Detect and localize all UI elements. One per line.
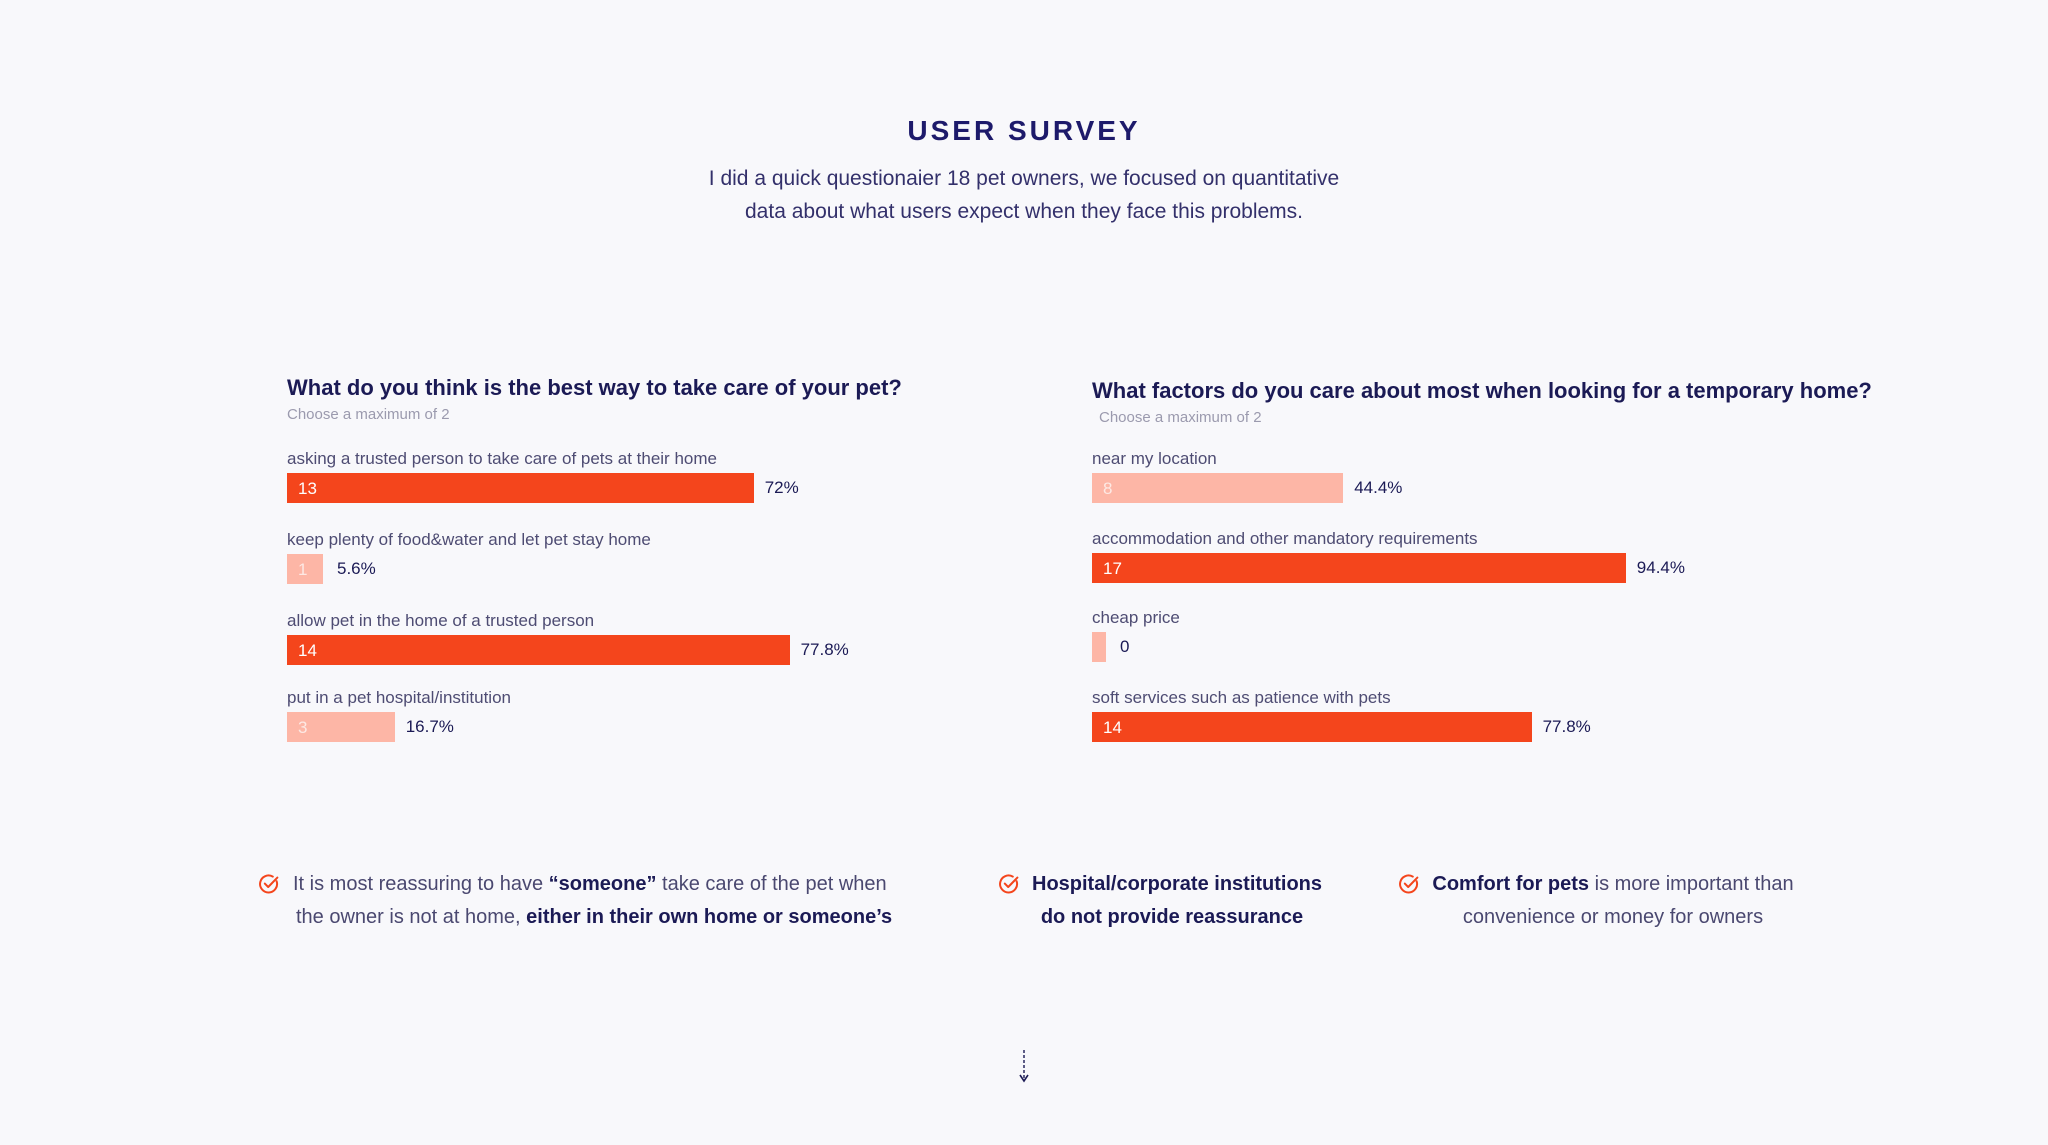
check-circle-icon — [258, 873, 280, 895]
bar-item — [287, 688, 987, 748]
intro-line-1: I did a quick questionaier 18 pet owners, we focused on quantitative — [708, 167, 1340, 190]
bar-row — [1092, 473, 1892, 503]
category-label: near my location — [1092, 449, 1217, 468]
bar: 3 — [287, 712, 395, 742]
survey-question-1 — [287, 375, 987, 737]
bar-row — [287, 712, 987, 742]
category-label: cheap price — [1092, 608, 1180, 627]
finding-emphasis: Hospital/corporate institutions — [1032, 873, 1323, 895]
bar-row — [287, 554, 987, 584]
finding-text — [1432, 868, 1794, 934]
page-title: USER SURVEY — [907, 115, 1141, 146]
survey-question-2 — [1092, 378, 1892, 737]
bar-row — [1092, 712, 1892, 742]
finding-segment: It is most reassuring to have — [293, 873, 549, 895]
percent-label: 72% — [764, 478, 799, 497]
finding-segment: the owner is not at home, — [296, 906, 527, 928]
bar-item — [287, 611, 987, 671]
percent-label: 0 — [1120, 637, 1130, 656]
bar — [1092, 632, 1106, 662]
finding-segment: take care of the pet when — [656, 873, 887, 895]
percent-label: 77.8% — [800, 640, 849, 659]
bar-item — [1092, 449, 1892, 509]
question-1-subtitle: Choose a maximum of 2 — [287, 406, 450, 423]
percent-label: 77.8% — [1542, 717, 1591, 736]
bar: 17 — [1092, 553, 1626, 583]
bar: 8 — [1092, 473, 1343, 503]
percent-label: 44.4% — [1354, 478, 1403, 497]
finding-line — [1032, 868, 1323, 901]
finding-emphasis: do not provide reassurance — [1040, 906, 1304, 928]
intro-line-2: data about what users expect when they face this problems. — [745, 200, 1303, 223]
question-1-title: What do you think is the best way to take care of your pet? — [287, 375, 902, 400]
question-2-subtitle: Choose a maximum of 2 — [1099, 409, 1262, 426]
category-label: accommodation and other mandatory requirements — [1092, 529, 1478, 548]
key-findings — [0, 868, 2048, 938]
bar-item — [287, 530, 987, 590]
bar: 14 — [1092, 712, 1532, 742]
percent-label: 94.4% — [1636, 558, 1685, 577]
bar: 1 — [287, 554, 323, 584]
category-label: soft services such as patience with pets — [1092, 688, 1391, 707]
percent-label: 16.7% — [405, 717, 454, 736]
category-label: put in a pet hospital/institution — [287, 688, 511, 707]
bar-row — [287, 635, 987, 665]
finding-line — [293, 868, 892, 901]
bar-item — [287, 449, 987, 509]
percent-label: 5.6% — [337, 559, 376, 578]
finding-text — [293, 868, 892, 934]
check-circle-icon — [998, 873, 1020, 895]
bar-item — [1092, 608, 1892, 668]
category-label: keep plenty of food&water and let pet stay home — [287, 530, 651, 549]
finding-emphasis: either in their own home or someone’s — [526, 906, 893, 928]
finding-line — [1032, 901, 1312, 934]
finding-line — [1432, 901, 1794, 934]
intro-text — [0, 162, 2048, 228]
finding-segment: is more important than — [1589, 873, 1794, 895]
bar-row — [287, 473, 987, 503]
category-label: allow pet in the home of a trusted person — [287, 611, 595, 630]
finding-line — [293, 901, 892, 934]
finding-segment: convenience or money for owners — [1462, 906, 1764, 928]
bar: 14 — [287, 635, 790, 665]
bar-item — [1092, 529, 1892, 589]
bar-row — [1092, 553, 1892, 583]
finding-line — [1432, 868, 1794, 901]
bar: 13 — [287, 473, 754, 503]
bar-item — [1092, 688, 1892, 748]
question-2-title: What factors do you care about most when looking for a temporary home? — [1092, 378, 1872, 403]
check-circle-icon — [1398, 873, 1420, 895]
finding-emphasis: Comfort for pets — [1432, 873, 1590, 895]
bar-row — [1092, 632, 1892, 662]
finding-emphasis: “someone” — [548, 873, 657, 895]
finding-text — [1032, 868, 1323, 934]
category-label: asking a trusted person to take care of pets at their home — [287, 449, 717, 468]
arrow-down-icon[interactable] — [1014, 1048, 1034, 1084]
